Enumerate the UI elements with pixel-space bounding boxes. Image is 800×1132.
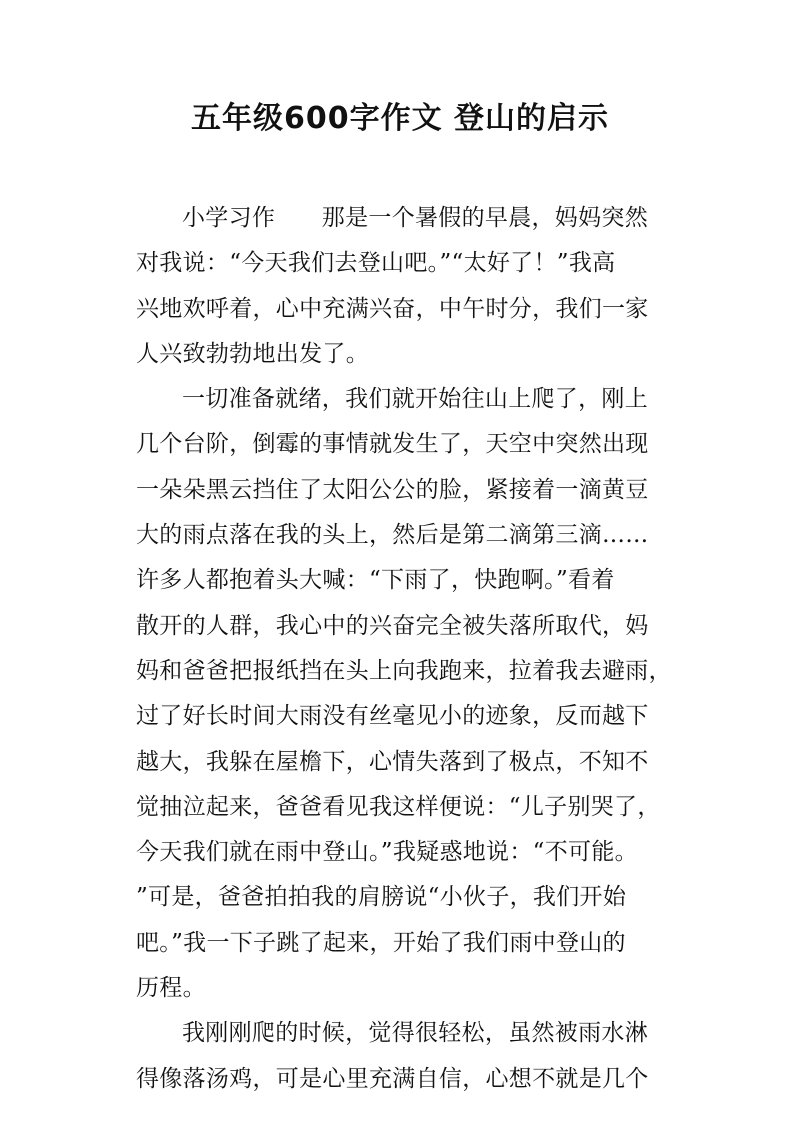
paragraph-line: 小学习作 那是一个暑假的早晨，妈妈突然 [182, 205, 648, 231]
paragraph-line: 人兴致勃勃地出发了。 [136, 340, 369, 367]
paragraph-line: 我刚刚爬的时候，觉得很轻松，虽然被雨水淋 [182, 1020, 648, 1047]
paragraph-line: 今天我们就在雨中登山。”我疑惑地说：“不可能。 [136, 839, 638, 866]
paragraph-line: 一朵朵黑云挡住了太阳公公的脸，紧接着一滴黄豆 [136, 476, 649, 503]
paragraph-line: ”可是，爸爸拍拍我的肩膀说“小伙子，我们开始 [136, 884, 627, 911]
document-title: 五年级600字作文 登山的启示 [190, 101, 610, 136]
paragraph-line: 大的雨点落在我的头上，然后是第二滴第三滴…… [136, 522, 649, 549]
paragraph-line: 许多人都抱着头大喊：“下雨了，快跑啊。”看着 [136, 567, 615, 594]
document-body [136, 196, 672, 1102]
paragraph-line: 越大，我躲在屋檐下，心情失落到了极点，不知不 [136, 748, 649, 775]
paragraph-line: 觉抽泣起来，爸爸看见我这样便说：“儿子别哭了， [136, 793, 661, 820]
paragraph-line: 妈和爸爸把报纸挡在头上向我跑来，拉着我去避雨， [136, 657, 672, 684]
paragraph-line: 几个台阶，倒霉的事情就发生了，天空中突然出现 [136, 431, 649, 458]
paragraph-line: 对我说：“今天我们去登山吧。”“太好了！”我高 [136, 250, 616, 277]
paragraph-line: 得像落汤鸡，可是心里充满自信，心想不就是几个 [136, 1065, 649, 1092]
paragraph-line: 一切准备就绪，我们就开始往山上爬了，刚上 [182, 386, 648, 413]
paragraph-line: 散开的人群，我心中的兴奋完全被失落所取代，妈 [136, 612, 649, 639]
paragraph-line: 历程。 [136, 975, 206, 1002]
paragraph-line: 吧。”我一下子跳了起来，开始了我们雨中登山的 [136, 929, 626, 956]
paragraph-line: 兴地欢呼着，心中充满兴奋，中午时分，我们一家 [136, 295, 649, 322]
paragraph-line: 过了好长时间大雨没有丝毫见小的迹象，反而越下 [136, 703, 649, 730]
